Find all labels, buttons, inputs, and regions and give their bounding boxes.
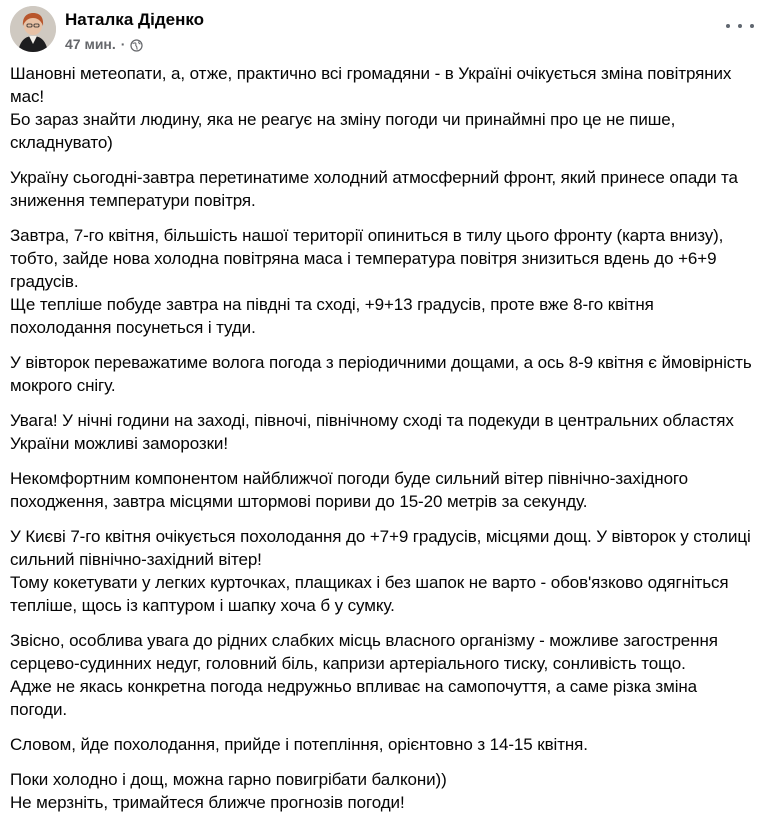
post-header bbox=[10, 6, 760, 58]
post-paragraph: Україну сьогодні-завтра перетинатиме холодний атмосферний фронт, який принесе опади та зниження температури повітря. bbox=[10, 168, 738, 210]
avatar-image bbox=[10, 6, 56, 52]
post-paragraph: Некомфортним компонентом найближчої погоди буде сильний вітер північно-західного походження, завтра місцями штормові пориви до 15-20 метрів за секунду. bbox=[10, 469, 689, 511]
post-paragraph: Завтра, 7-го квітня, більшість нашої території опиниться в тилу цього фронту (карта внизу), тобто, зайде нова холодна повітряна маса і температура повітря знизиться вдень до +6+9 градусів. Ще тепліше побуде завтра на півдні та сході, +9+13 градусів, проте вже 8-го квітня похолодання посунеться і туди. bbox=[10, 226, 724, 337]
post-paragraph: Увага! У нічні години на заході, півночі, північному сході та подекуди в центральних областях України можливі заморозки! bbox=[10, 411, 734, 453]
post-time[interactable]: 47 мин. bbox=[65, 36, 116, 52]
author-name[interactable]: Наталка Діденко bbox=[65, 10, 205, 29]
more-options-icon[interactable] bbox=[726, 16, 754, 36]
post-paragraph: У вівторок переважатиме волога погода з періодичними дощами, а ось 8-9 квітня є ймовірність мокрого снігу. bbox=[10, 353, 752, 395]
post-paragraph: У Києві 7-го квітня очікується похолодання до +7+9 градусів, місцями дощ. У вівторок у столиці сильний північно-західний вітер! Тому кокетувати у легких курточках, плащиках і без шапок не варто - обов'язково одягніться тепліше, щось із каптуром і шапку хоча б у сумку. bbox=[10, 527, 751, 615]
post-paragraph: Поки холодно і дощ, можна гарно повигрібати балкони)) Не мерзніть, тримайтеся ближче прогнозів погоди! bbox=[10, 770, 447, 812]
post-text bbox=[10, 62, 758, 826]
post-meta bbox=[65, 35, 143, 53]
post-paragraph: Шановні метеопати, а, отже, практично всі громадяни - в Україні очікується зміна повітряних мас! Бо зараз знайти людину, яка не реагує на зміну погоди чи принаймні про це не пише, складнувато) bbox=[10, 64, 732, 152]
globe-icon[interactable] bbox=[130, 38, 143, 51]
meta-separator: · bbox=[120, 36, 126, 52]
post-paragraph: Словом, йде похолодання, прийде і потепління, орієнтовно з 14-15 квітня. bbox=[10, 735, 588, 754]
avatar[interactable] bbox=[10, 6, 56, 52]
post-paragraph: Звісно, особлива увага до рідних слабких місць власного організму - можливе загострення серцево-судинних недуг, головний біль, капризи артеріального тиску, сонливість тощо. Адже не якась конкретна погода недружньо впливає на самопочуття, а саме різка зміна погоди. bbox=[10, 631, 718, 719]
